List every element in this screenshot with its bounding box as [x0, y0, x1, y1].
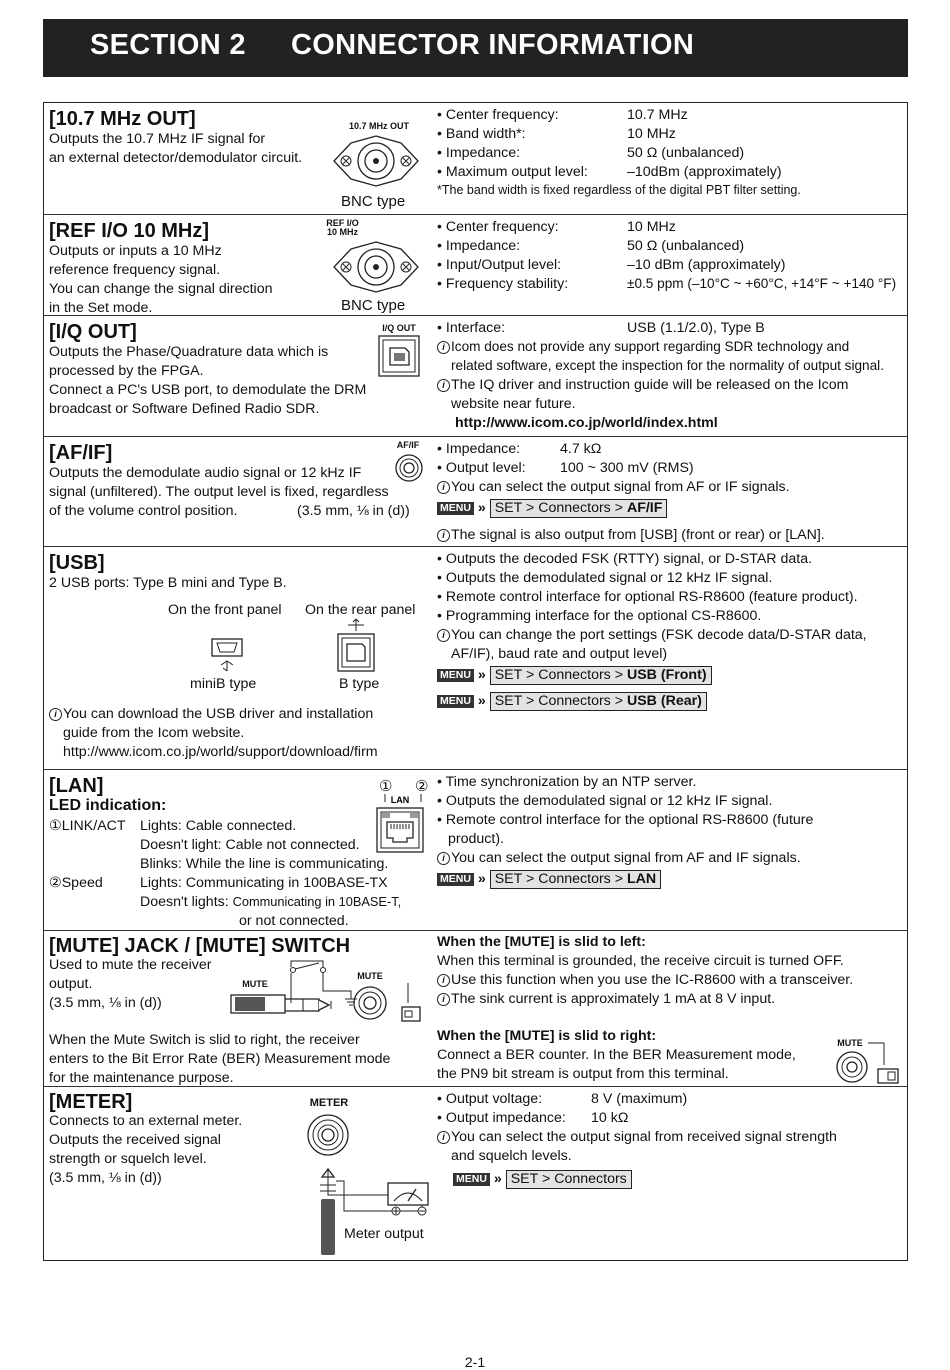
led2-line: Lights: Communicating in 100BASE-TX: [140, 875, 388, 891]
spec-value: 10 kΩ: [591, 1110, 629, 1126]
jack-label: 10 MHz: [326, 227, 358, 237]
bullet: • Remote control interface for optional RS-R8600 (feature product).: [437, 589, 858, 605]
set-path-box: SET > Connectors > LAN: [490, 870, 661, 889]
note-cont: guide from the Icom website.: [63, 725, 245, 741]
jack-label: REF I/O: [326, 218, 359, 228]
desc-line: (3.5 mm, ⅛ in (d)): [49, 995, 162, 1011]
info-icon: i: [437, 629, 450, 642]
lan-port-icon: [374, 794, 426, 856]
led-indication-heading: LED indication:: [49, 797, 167, 814]
info-icon: i: [437, 379, 450, 392]
jack-label: AF/IF: [396, 440, 420, 450]
bnc-connector-icon: [326, 239, 426, 295]
spec-key: • Center frequency:: [437, 219, 559, 235]
connector-title: [10.7 MHz OUT]: [49, 108, 196, 130]
note: i Use this function when you use the IC-R8600 with a transceiver.: [437, 971, 853, 990]
connector-title: [MUTE] JACK / [MUTE] SWITCH: [49, 935, 351, 957]
usb-mini-b-port-icon: [210, 637, 244, 673]
icom-url: http://www.icom.co.jp/world/index.html: [455, 415, 718, 431]
bullet: • Outputs the demodulated signal or 12 kHz IF signal.: [437, 793, 773, 809]
row-usb: [44, 547, 907, 770]
section-number: SECTION 2: [90, 29, 246, 61]
menu-path: MENU » SET > Connectors > USB (Rear): [437, 692, 707, 711]
note-cont: AF/IF), baud rate and output level): [451, 646, 668, 662]
connector-title: [USB]: [49, 552, 105, 574]
row-af-if: [44, 437, 907, 547]
set-path-box: SET > Connectors > USB (Front): [490, 666, 712, 685]
info-icon: i: [437, 481, 450, 494]
spec-key: • Output voltage:: [437, 1091, 543, 1107]
note-cont: related software, except the inspection for the normality of output signal.: [451, 358, 884, 373]
meter-output-caption: Meter output: [344, 1226, 424, 1242]
note: i The IQ driver and instruction guide will be released on the Icom: [437, 376, 848, 395]
meter-plug-diagram-icon: [316, 1167, 436, 1259]
plug-label: MUTE: [242, 979, 268, 989]
spec-value: –10dBm (approximately): [627, 164, 782, 180]
desc-line: reference frequency signal.: [49, 262, 221, 278]
mute-jack-icon: [352, 983, 422, 1025]
spec-key: • Frequency stability:: [437, 276, 569, 292]
bullet: • Remote control interface for the optional RS-R8600 (future: [437, 812, 814, 828]
bnc-connector-icon: [326, 133, 426, 189]
note: i The sink current is approximately 1 mA at 8 V input.: [437, 990, 775, 1009]
minib-caption: miniB type: [190, 676, 257, 692]
connector-title: [METER]: [49, 1091, 133, 1113]
desc-line: broadcast or Software Defined Radio SDR.: [49, 401, 320, 417]
row-meter: [44, 1087, 907, 1262]
desc-line: Outputs the 10.7 MHz IF signal for: [49, 131, 266, 147]
led2-name: ②Speed: [49, 875, 103, 891]
spec-value: 8 V (maximum): [591, 1091, 688, 1107]
desc-line: enters to the Bit Error Rate (BER) Measurement mode: [49, 1051, 391, 1067]
note: i Icom does not provide any support regarding SDR technology and: [437, 338, 849, 357]
note: i You can select the output signal from AF and IF signals.: [437, 849, 801, 868]
menu-path: MENU » SET > Connectors > AF/IF: [437, 499, 667, 518]
connector-title: [AF/IF]: [49, 442, 113, 464]
set-path-box: SET > Connectors > AF/IF: [490, 499, 668, 518]
desc-line: signal (unfiltered). The output level is fixed, regardless: [49, 484, 389, 500]
jack-size: (3.5 mm, ⅛ in (d)): [297, 503, 410, 519]
row-iq-out: [44, 316, 907, 437]
desc-line: Used to mute the receiver: [49, 957, 212, 973]
desc-line: of the volume control position.: [49, 503, 238, 519]
row-ref-io: [44, 215, 907, 316]
desc-line: Outputs or inputs a 10 MHz: [49, 243, 222, 259]
jack-label: 10.7 MHz OUT: [348, 121, 409, 131]
desc-line: You can change the signal direction: [49, 281, 273, 297]
note-cont: website near future.: [451, 396, 576, 412]
desc-line: Outputs the demodulate audio signal or 12 kHz IF: [49, 465, 362, 481]
menu-path: MENU » SET > Connectors: [453, 1170, 632, 1189]
desc-line: Outputs the Phase/Quadrature data which is: [49, 344, 329, 360]
led2-marker: ②: [415, 778, 429, 795]
slid-right-text: Connect a BER counter. In the BER Measurement mode,: [437, 1047, 796, 1063]
mute-jack-switch-icon: [834, 1039, 904, 1085]
spec-value: 10.7 MHz: [627, 107, 688, 123]
row-mute: [44, 931, 907, 1087]
connector-table: [43, 102, 908, 1261]
download-url: http://www.icom.co.jp/world/support/download/firm: [63, 744, 378, 760]
info-icon: i: [437, 974, 450, 987]
desc-line: Connects to an external meter.: [49, 1113, 243, 1129]
desc-line: output.: [49, 976, 93, 992]
info-icon: i: [437, 1131, 450, 1144]
slid-left-text: When this terminal is grounded, the receive circuit is turned OFF.: [437, 953, 844, 969]
spec-key: • Output level:: [437, 460, 526, 476]
desc-line: strength or squelch level.: [49, 1151, 207, 1167]
desc-line: processed by the FPGA.: [49, 363, 204, 379]
bullet-cont: product).: [448, 831, 504, 847]
jack-label: METER: [309, 1097, 349, 1109]
footnote: *The band width is fixed regardless of the digital PBT filter setting.: [437, 183, 801, 197]
usb-b-port-icon: [378, 335, 420, 377]
spec-value: 10 MHz: [627, 219, 676, 235]
info-icon: i: [437, 341, 450, 354]
menu-path: MENU » SET > Connectors > USB (Front): [437, 666, 712, 685]
spec-value: 100 ~ 300 mV (RMS): [560, 460, 694, 476]
bullet: • Outputs the demodulated signal or 12 kHz IF signal.: [437, 570, 773, 586]
spec-key: • Impedance:: [437, 238, 521, 254]
set-path-box: SET > Connectors: [506, 1170, 632, 1189]
info-icon: i: [437, 529, 450, 542]
jack-caption: BNC type: [341, 193, 406, 210]
bullet: • Time synchronization by an NTP server.: [437, 774, 697, 790]
connector-title: [I/Q OUT]: [49, 321, 137, 343]
desc-line: an external detector/demodulator circuit.: [49, 150, 303, 166]
menu-key-icon: MENU: [437, 502, 474, 515]
bullet: • Outputs the decoded FSK (RTTY) signal, or D-STAR data.: [437, 551, 813, 567]
jack-label: MUTE: [837, 1038, 863, 1048]
desc-line: for the maintenance purpose.: [49, 1070, 234, 1086]
spec-key: • Input/Output level:: [437, 257, 562, 273]
menu-key-icon: MENU: [437, 873, 474, 886]
led2-line: or not connected.: [239, 913, 349, 929]
front-panel-label: On the front panel: [168, 602, 282, 618]
spec-key: • Output impedance:: [437, 1110, 566, 1126]
note-cont: and squelch levels.: [451, 1148, 572, 1164]
info-icon: i: [437, 993, 450, 1006]
row-lan: [44, 770, 907, 931]
row-10-7-mhz-out: [44, 103, 907, 215]
desc-line: 2 USB ports: Type B mini and Type B.: [49, 575, 287, 591]
bullet: • Programming interface for the optional CS-R8600.: [437, 608, 762, 624]
rear-panel-label: On the rear panel: [305, 602, 416, 618]
info-icon: i: [49, 708, 62, 721]
spec-key: • Impedance:: [437, 145, 521, 161]
menu-key-icon: MENU: [437, 695, 474, 708]
meter-jack-icon: [306, 1113, 356, 1163]
spec-value: ±0.5 ppm (–10°C ~ +60°C, +14°F ~ +140 °F): [627, 276, 897, 291]
note: i You can change the port settings (FSK decode data/D-STAR data,: [437, 626, 867, 645]
spec-value: 50 Ω (unbalanced): [627, 145, 745, 161]
spec-value: 4.7 kΩ: [560, 441, 602, 457]
spec-key: • Impedance:: [437, 441, 521, 457]
desc-line: (3.5 mm, ⅛ in (d)): [49, 1170, 162, 1186]
desc-line: Connect a PC's USB port, to demodulate the DRM: [49, 382, 367, 398]
info-icon: i: [437, 852, 450, 865]
led1-name: ①LINK/ACT: [49, 818, 126, 834]
spec-value: –10 dBm (approximately): [627, 257, 786, 273]
note: i You can select the output signal from received signal strength: [437, 1128, 837, 1147]
note: i The signal is also output from [USB] (front or rear) or [LAN].: [437, 526, 825, 545]
b-caption: B type: [339, 676, 380, 692]
led2-line: Doesn't lights: Communicating in 10BASE-T,: [140, 894, 402, 910]
spec-value: 10 MHz: [627, 126, 676, 142]
spec-value: USB (1.1/2.0), Type B: [627, 320, 765, 336]
page-number: 2-1: [464, 1354, 486, 1370]
slid-right-text: the PN9 bit stream is output from this terminal.: [437, 1066, 729, 1082]
jack-label: MUTE: [357, 971, 383, 981]
jack-caption: BNC type: [341, 297, 406, 314]
spec-key: • Band width*:: [437, 126, 526, 142]
led1-line: Blinks: While the line is communicating.: [140, 856, 389, 872]
jack-label: I/Q OUT: [382, 323, 416, 333]
note: i You can select the output signal from AF or IF signals.: [437, 478, 790, 497]
mute-plug-switch-icon: [227, 957, 357, 1021]
connector-title: [LAN]: [49, 775, 104, 797]
spec-key: • Center frequency:: [437, 107, 559, 123]
usb-b-port-icon: [336, 617, 376, 673]
spec-value: 50 Ω (unbalanced): [627, 238, 745, 254]
jack-label: LAN: [390, 795, 410, 805]
section-header: [43, 19, 908, 77]
spec-key: • Interface:: [437, 320, 506, 336]
led1-marker: ①: [379, 778, 393, 795]
desc-line: in the Set mode.: [49, 300, 153, 316]
led1-line: Lights: Cable connected.: [140, 818, 297, 834]
menu-path: MENU » SET > Connectors > LAN: [437, 870, 661, 889]
spec-key: • Maximum output level:: [437, 164, 588, 180]
desc-line: When the Mute Switch is slid to right, the receiver: [49, 1032, 360, 1048]
section-title: CONNECTOR INFORMATION: [291, 29, 695, 61]
desc-line: Outputs the received signal: [49, 1132, 221, 1148]
note: i You can download the USB driver and installation: [49, 705, 373, 724]
set-path-box: SET > Connectors > USB (Rear): [490, 692, 707, 711]
slid-right-heading: When the [MUTE] is slid to right:: [437, 1028, 657, 1044]
led1-line: Doesn't light: Cable not connected.: [140, 837, 360, 853]
slid-left-heading: When the [MUTE] is slid to left:: [437, 934, 646, 950]
menu-key-icon: MENU: [437, 669, 474, 682]
menu-key-icon: MENU: [453, 1173, 490, 1186]
phone-jack-icon: [394, 453, 424, 483]
connector-title: [REF I/O 10 MHz]: [49, 220, 210, 242]
